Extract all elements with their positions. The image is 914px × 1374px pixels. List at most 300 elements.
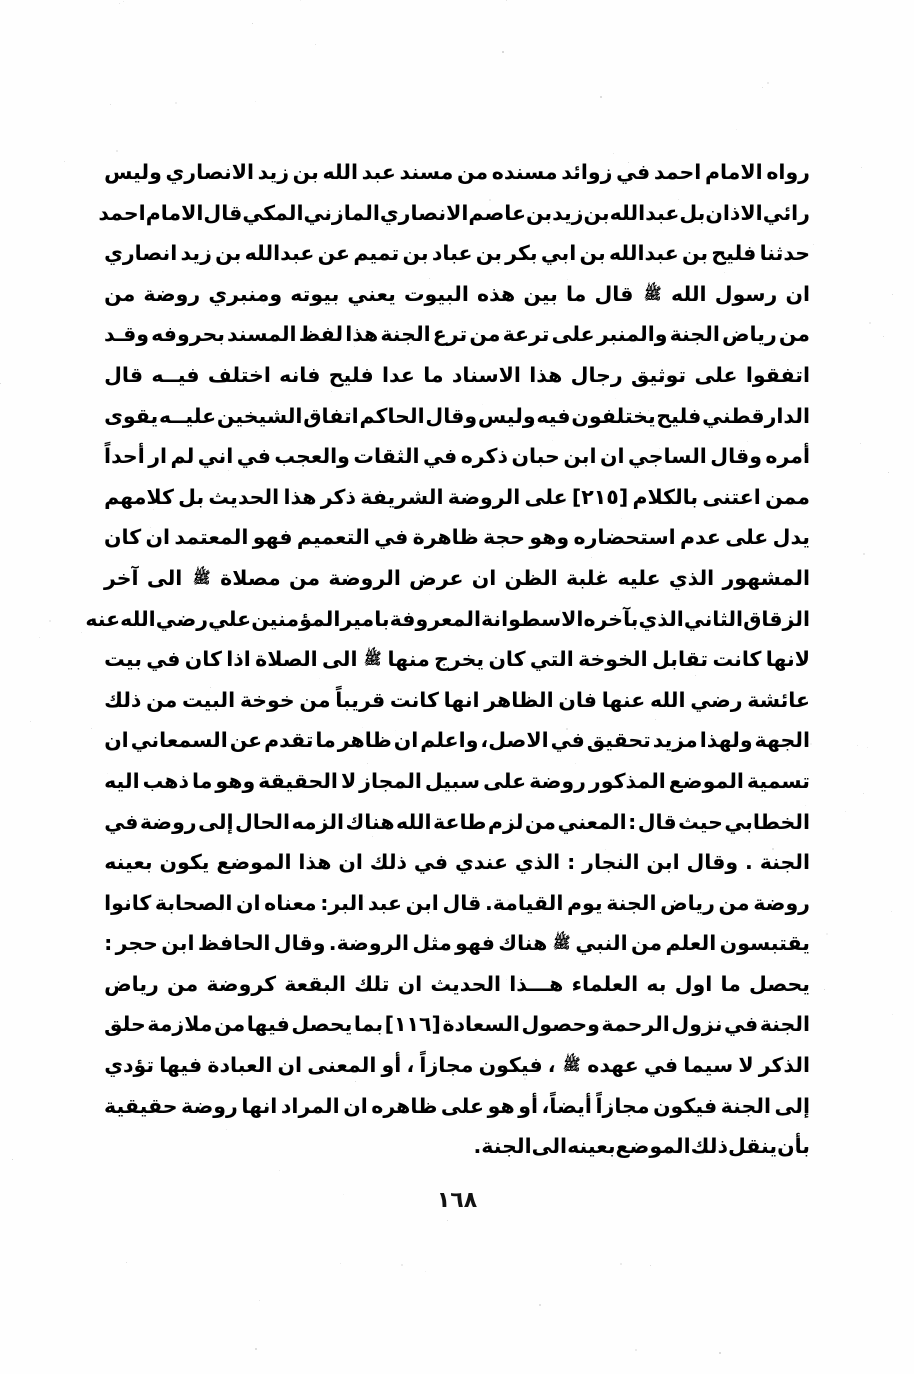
word: علي: [208, 606, 252, 631]
word: في: [423, 444, 458, 469]
word: ترعة: [502, 322, 550, 347]
word: بين: [523, 281, 558, 306]
word: الحاكم: [359, 403, 425, 428]
word: الاسطوانة: [481, 606, 584, 631]
word: النبي: [575, 931, 628, 956]
word: يوم: [567, 890, 603, 915]
word: اتفاق: [303, 403, 359, 428]
salawat-glyph: ﷺ: [363, 649, 382, 669]
word: مثل: [412, 931, 452, 956]
dust-speck: [259, 1300, 260, 1301]
word: الله: [650, 687, 686, 712]
word: البر:: [320, 890, 365, 915]
word: بل: [679, 200, 706, 225]
word: مسند: [399, 160, 454, 184]
word: فيها: [246, 1012, 290, 1037]
text-line: [104, 761, 810, 802]
dust-speck: [892, 1014, 893, 1015]
word: ملازمة: [147, 1012, 213, 1037]
word: ترع: [432, 322, 468, 347]
word: المؤمنين: [251, 606, 341, 631]
word: اختلف: [207, 362, 271, 387]
word: ان: [393, 728, 419, 753]
word: بن: [525, 200, 553, 225]
word: مسنده: [491, 160, 558, 184]
word: هذا: [283, 484, 317, 509]
word: الساجي: [628, 444, 707, 469]
word: على: [694, 362, 738, 387]
text-line: [104, 720, 810, 761]
word: على: [551, 322, 595, 347]
text-line: [104, 883, 810, 924]
page-text-body: [85, 152, 810, 1167]
word: احمد: [98, 200, 146, 225]
dust-speck: [824, 989, 825, 990]
word: المجاز: [359, 768, 422, 793]
dust-speck: [425, 1271, 426, 1272]
word: إلى: [198, 809, 234, 834]
word: الظن: [504, 565, 558, 590]
word: الزمه: [291, 809, 345, 834]
word: معناه: [264, 890, 317, 915]
text-line: [104, 1045, 810, 1086]
word: قال: [104, 362, 144, 387]
word: الحقيقة: [258, 768, 338, 793]
word: الامام: [145, 200, 204, 225]
text-line: [104, 396, 810, 437]
word: عهده: [587, 1053, 639, 1078]
word: واعلم: [420, 728, 479, 753]
word: مصلاة: [220, 565, 281, 590]
word: لانها: [765, 647, 810, 672]
word: ذلك: [369, 850, 408, 875]
word: من: [104, 281, 136, 306]
dust-speck: [892, 294, 893, 295]
word: ممن: [765, 484, 810, 509]
word: بآخره: [583, 606, 639, 631]
word: رواه: [766, 160, 810, 184]
word: فيكون: [478, 1053, 543, 1078]
dust-speck: [863, 553, 865, 555]
word: من: [146, 687, 178, 712]
word: عن: [317, 241, 351, 266]
word: ما: [565, 281, 587, 306]
word: سيما: [683, 1053, 734, 1078]
word: قال: [203, 200, 243, 225]
word: كروضة: [206, 971, 277, 996]
word: وهو: [529, 525, 570, 550]
word: كان: [104, 525, 142, 550]
word: انها: [443, 687, 480, 712]
dust-speck: [175, 102, 177, 104]
word: ان: [104, 728, 129, 753]
word: إلى: [774, 1093, 810, 1118]
word: روضة: [143, 281, 201, 306]
word: رياض: [721, 322, 777, 347]
word: اذا: [226, 647, 251, 672]
word: عبدالله: [244, 241, 315, 266]
word: المعروفة: [389, 606, 481, 631]
word: بن: [579, 241, 606, 266]
word: الموضع: [668, 768, 744, 793]
word: لا: [738, 1053, 754, 1078]
word: لفظ: [298, 322, 344, 347]
word: والمنبر: [596, 322, 668, 347]
word: فليح: [711, 241, 757, 266]
word: عبدالله: [609, 200, 680, 225]
word: الذي: [638, 606, 684, 631]
word: يدل: [772, 525, 810, 550]
dust-speck: [0, 383, 1, 384]
word: بيت: [104, 647, 142, 672]
dust-speck: [502, 51, 504, 53]
word: الحديث: [430, 971, 502, 996]
word: تسمية: [746, 768, 810, 793]
text-line: [104, 1086, 810, 1127]
dust-speck: [810, 743, 812, 745]
word: توثيق: [631, 362, 687, 387]
word: في: [374, 525, 409, 550]
page-number: ١٦٨: [436, 1188, 478, 1213]
word: الى: [322, 647, 358, 672]
word: الزقاق: [743, 606, 810, 631]
word: ان: [785, 281, 810, 306]
text-line: [104, 477, 810, 518]
word: ،: [406, 1053, 415, 1078]
word: على: [483, 768, 527, 793]
word: وقـد: [104, 322, 150, 347]
word: في: [723, 1012, 759, 1037]
word: ان: [599, 444, 625, 469]
word: كانت: [389, 687, 439, 712]
text-line: [104, 639, 810, 680]
word: تميم: [353, 241, 400, 266]
word: ار: [148, 444, 168, 469]
word: الانصاري: [379, 200, 469, 225]
word: الجنة: [720, 1093, 771, 1118]
word: اتفقوا: [745, 362, 810, 387]
word: زيد: [257, 160, 289, 184]
word: ومنبري: [208, 281, 283, 306]
word: حقيقية: [104, 1093, 178, 1118]
word: ان: [343, 1093, 368, 1118]
word: ولهذا: [699, 728, 753, 753]
word: ان: [277, 1053, 303, 1078]
word: .: [473, 1134, 482, 1159]
word: الاسناد: [451, 362, 521, 387]
dust-speck: [401, 1264, 403, 1266]
word: روضة: [139, 809, 197, 834]
word: في: [643, 1053, 679, 1078]
word: مجازاً: [419, 1053, 474, 1078]
word: اليه: [104, 768, 140, 793]
word: حلق: [104, 1012, 146, 1037]
word: لزم: [487, 809, 524, 834]
word: في: [413, 850, 449, 875]
word: وقال: [686, 850, 739, 875]
word: هذا: [345, 322, 379, 347]
word: فيــه: [151, 362, 200, 387]
word: بالكلام: [632, 484, 699, 509]
word: يعني: [347, 281, 396, 306]
word: التعميم: [296, 525, 370, 550]
dust-speck: [845, 811, 846, 812]
word: من: [299, 687, 331, 712]
word: الثاني: [683, 606, 744, 631]
word: يكون: [159, 850, 210, 875]
word: كلامهم: [104, 484, 174, 509]
word: :: [567, 850, 576, 875]
word: أو: [381, 1053, 402, 1078]
word: يقتبسون: [719, 931, 810, 956]
word: وحصول: [521, 1012, 600, 1037]
dust-speck: [340, 1263, 341, 1264]
word: آخر: [104, 565, 139, 590]
word: استحضاره: [573, 525, 676, 550]
word: زوائد: [561, 160, 613, 184]
word: رسول: [714, 281, 778, 306]
word: الذي: [514, 850, 561, 875]
word: الجنة: [606, 890, 657, 915]
word: كانوا: [104, 890, 152, 915]
word: اني: [197, 444, 234, 469]
word: من: [288, 565, 321, 590]
dust-speck: [126, 1262, 127, 1263]
word: هناك: [498, 931, 548, 956]
text-line: [104, 436, 810, 477]
word: وليس: [104, 160, 162, 184]
word: كان: [488, 647, 526, 672]
word: الثقات: [353, 444, 420, 469]
word: عنه: [85, 606, 121, 631]
word: فيكون: [653, 1093, 718, 1118]
word: بن: [402, 241, 429, 266]
word: حبان: [511, 444, 560, 469]
word: الله: [120, 606, 156, 631]
dust-speck: [315, 44, 316, 45]
word: عنها: [601, 687, 646, 712]
salawat-glyph: ﷺ: [562, 1055, 581, 1075]
word: المكي: [242, 200, 304, 225]
word: انصاري: [104, 241, 178, 266]
word: روضة: [181, 1093, 238, 1118]
word: رياض: [104, 971, 159, 996]
word: المازني: [303, 200, 380, 225]
text-line: [85, 599, 810, 640]
dust-speck: [447, 1220, 448, 1221]
word: الروضة.: [328, 931, 410, 956]
word: من: [630, 931, 663, 956]
word: اعتنى: [702, 484, 761, 509]
dust-speck: [255, 1348, 257, 1350]
word: البقعة: [284, 971, 347, 996]
word: بعينه: [567, 1134, 616, 1159]
dust-speck: [119, 3, 120, 4]
dust-speck: [252, 23, 253, 24]
word: :: [628, 809, 637, 834]
dust-speck: [506, 0, 507, 1]
dust-speck: [888, 472, 889, 473]
word: رجال: [570, 362, 623, 387]
word: الحافظ: [197, 931, 271, 956]
text-line: [98, 193, 810, 234]
text-line: [104, 233, 810, 274]
word: ذلك: [104, 687, 142, 712]
word: عاصم: [468, 200, 526, 225]
word: التي: [529, 647, 574, 672]
dust-speck: [81, 632, 82, 633]
word: طاعة: [433, 809, 487, 834]
word: رضي: [690, 687, 743, 712]
word: بل: [178, 484, 205, 509]
word: بن: [292, 160, 319, 184]
word: الشريفة: [360, 484, 444, 509]
word: هذا: [529, 362, 563, 387]
dust-speck: [300, 0, 301, 1]
word: المعنى: [307, 1053, 377, 1078]
word: عن: [229, 728, 263, 753]
dust-speck: [826, 933, 828, 935]
word: فيها: [159, 1053, 203, 1078]
word: حجر: [115, 931, 158, 956]
word: في: [104, 809, 139, 834]
word: الصلاة: [255, 647, 318, 672]
word: من: [524, 809, 556, 834]
word: المعني: [557, 809, 627, 834]
word: مزيد: [652, 728, 698, 753]
word: الحديث: [208, 484, 280, 509]
word: العبادة: [207, 1053, 273, 1078]
word: حجة: [483, 525, 525, 550]
dust-speck: [762, 87, 763, 88]
word: الجنة: [759, 1012, 810, 1037]
word: حدثنا: [759, 241, 810, 266]
word: فانه: [279, 362, 321, 387]
word: بعينه: [104, 850, 153, 875]
word: القيامة.: [484, 890, 564, 915]
word: أحداً: [104, 444, 145, 469]
word: الله: [322, 160, 358, 184]
word: لا: [340, 768, 357, 793]
word: الشيخين: [216, 403, 303, 428]
word: العلم: [665, 931, 717, 956]
salawat-glyph: ﷺ: [552, 933, 571, 953]
dust-speck: [650, 1265, 651, 1266]
word: زيد: [180, 241, 212, 266]
word: البيت: [181, 687, 236, 712]
word: بن: [583, 200, 610, 225]
word: كان: [184, 647, 222, 672]
word: بن: [215, 241, 242, 266]
text-line: [104, 923, 810, 964]
word: ان: [397, 971, 423, 996]
word: المسند: [227, 322, 297, 347]
word: الله: [671, 281, 707, 306]
word: الى: [531, 1134, 568, 1159]
word: خوخة: [239, 687, 295, 712]
word: أو: [518, 1093, 538, 1118]
text-line: [104, 517, 810, 558]
dust-speck: [620, 1263, 622, 1265]
word: يحصل: [291, 1012, 353, 1037]
word: ظاهره: [371, 1093, 438, 1118]
word: الموضع: [615, 1134, 691, 1159]
word: احمد: [653, 160, 702, 184]
word: فان: [558, 687, 597, 712]
word: بن: [475, 241, 502, 266]
word: من: [456, 160, 489, 184]
word: وليس: [477, 403, 536, 428]
word: ابن: [563, 444, 597, 469]
text-line: [104, 558, 810, 599]
text-line: [104, 1004, 810, 1045]
word: الاذان: [705, 200, 763, 225]
dust-speck: [635, 1349, 637, 1351]
word: البيوت: [403, 281, 469, 306]
dust-speck: [12, 1159, 13, 1160]
dust-speck: [600, 96, 602, 98]
word: تحقيق: [586, 728, 651, 753]
word: السمعاني: [130, 728, 228, 753]
word: هو: [487, 1093, 515, 1118]
word: فيه: [536, 403, 571, 428]
word: ان: [338, 850, 363, 875]
word: في: [146, 647, 181, 672]
dust-speck: [860, 443, 861, 444]
word: الصحابة: [154, 890, 233, 915]
word: الذكر: [758, 1053, 810, 1078]
word: ما: [192, 768, 213, 793]
word: الجنة: [759, 850, 810, 875]
word: ذكره: [460, 444, 508, 469]
word: منها: [387, 647, 430, 672]
word: فهو: [252, 525, 293, 550]
word: السعادة: [442, 1012, 520, 1037]
word: ابن: [646, 850, 680, 875]
word: ان: [145, 525, 171, 550]
word: ،: [547, 1053, 556, 1078]
word: عندي: [454, 850, 508, 875]
word: على: [440, 1093, 485, 1118]
word: في: [236, 444, 271, 469]
word: عليــه: [158, 403, 217, 428]
word: أيضاً،: [541, 1093, 592, 1118]
word: :: [104, 931, 113, 956]
word: الجنة: [380, 322, 431, 347]
word: يحصل: [749, 971, 810, 996]
text-line: [104, 842, 810, 883]
dust-speck: [867, 747, 868, 748]
word: زيد: [552, 200, 584, 225]
word: وقال: [425, 403, 478, 428]
word: العلماء: [571, 971, 639, 996]
word: عدم: [679, 525, 721, 550]
text-line: [104, 274, 810, 315]
word: الله: [396, 809, 432, 834]
word: تؤدي: [104, 1053, 155, 1078]
word: يختلفون: [571, 403, 656, 428]
word: هذه: [477, 281, 516, 306]
word: على: [725, 525, 769, 550]
salawat-glyph: ﷺ: [643, 283, 661, 303]
word: الجنة: [481, 1134, 532, 1159]
word: المعتمد: [174, 525, 249, 550]
word: رضي: [155, 606, 209, 631]
word: ما: [315, 728, 336, 753]
word: ان: [236, 890, 261, 915]
word: أمره: [765, 444, 810, 469]
dust-speck: [64, 161, 65, 162]
